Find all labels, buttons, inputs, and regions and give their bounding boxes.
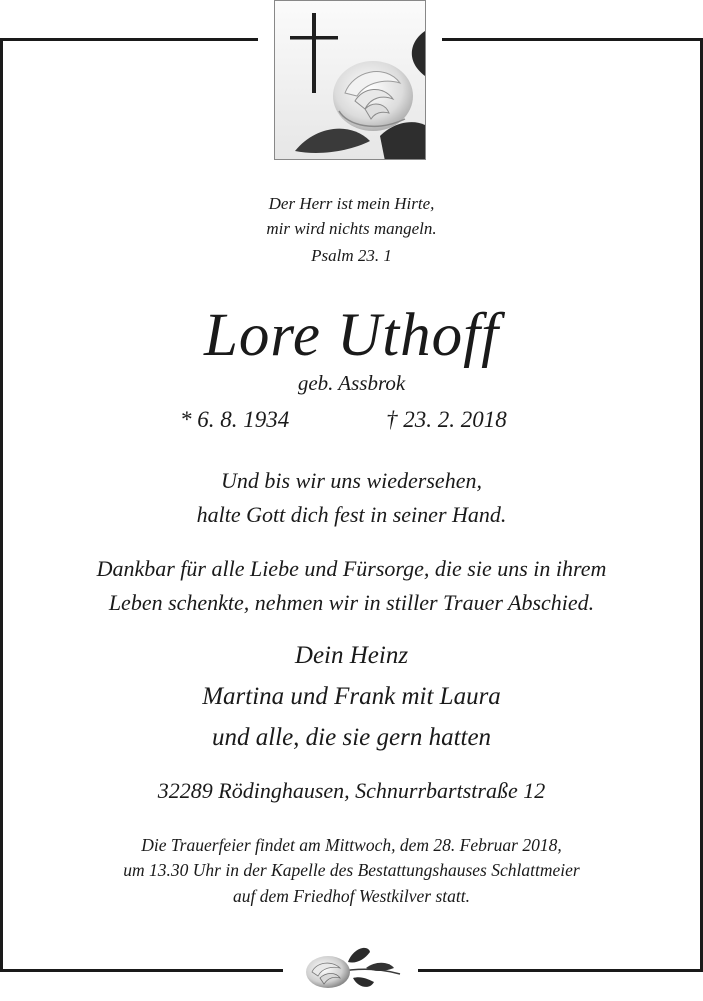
birth-date: * 6. 8. 1934 <box>180 407 290 432</box>
verse-line-1: Und bis wir uns wiedersehen, <box>221 468 482 493</box>
mourner-line-1: Dein Heinz <box>294 642 409 669</box>
psalm-line-1: Der Herr ist mein Hirte, <box>268 194 435 213</box>
funeral-line-2: um 13.30 Uhr in der Kapelle des Bestattungshauses Schlattmeier <box>123 860 580 880</box>
thanks-line-1: Dankbar für alle Liebe und Fürsorge, die sie uns in ihrem <box>96 556 607 581</box>
funeral-line-3: auf dem Friedhof Westkilver statt. <box>232 886 471 906</box>
funeral-line-1: Die Trauerfeier findet am Mittwoch, dem 28. Februar 2018, <box>141 835 562 855</box>
frame-top-left <box>0 38 258 41</box>
mourner-line-3: und alle, die sie gern hatten <box>211 724 492 751</box>
frame-bottom-left <box>0 969 283 972</box>
psalm-line-2: mir wird nichts mangeln. <box>266 219 437 238</box>
death-date: † 23. 2. 2018 <box>386 407 507 432</box>
cross-and-rose-icon <box>274 0 426 160</box>
rose-icon <box>298 938 403 996</box>
mourner-line-2: Martina und Frank mit Laura <box>202 683 501 710</box>
thanks-line-2: Leben schenkte, nehmen wir in stiller Trauer Abschied. <box>108 590 595 615</box>
address: 32289 Rödinghausen, Schnurrbartstraße 12 <box>157 778 546 803</box>
frame-top-right <box>442 38 703 41</box>
deceased-name: Lore Uthoff <box>203 302 500 369</box>
frame-bottom-right <box>418 969 703 972</box>
verse-line-2: halte Gott dich fest in seiner Hand. <box>196 502 507 527</box>
maiden-name: geb. Assbrok <box>297 371 406 395</box>
psalm-reference: Psalm 23. 1 <box>311 246 392 265</box>
